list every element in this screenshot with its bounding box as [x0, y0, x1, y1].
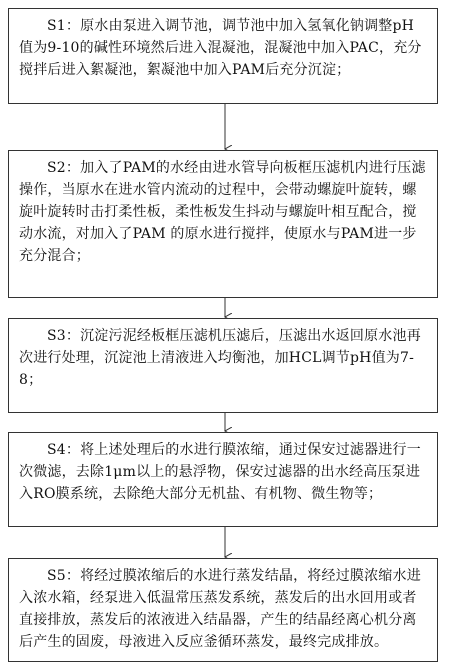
step-box-s5: S5：将经过膜浓缩后的水进行蒸发结晶，将经过膜浓缩水进入浓水箱，经泵进入低温常压蒸发系统，蒸发后的出水回用或者直接排放，蒸发后的浓液进入结晶器，产生的结晶经离心机分离后产生的固废，母液进入反应釜循环蒸发，最终完成排放。	[8, 558, 438, 662]
step-box-s3: S3：沉淀污泥经板框压滤机压滤后，压滤出水返回原水池再次进行处理，沉淀池上清液进入均衡池，加HCL调节pH值为7-8；	[8, 318, 438, 413]
step-box-s4: S4：将上述处理后的水进行膜浓缩，通过保安过滤器进行一次微滤，去除1μm以上的悬浮物，保安过滤器的出水经高压泵进入RO膜系统，去除绝大部分无机盐、有机物、微生物等；	[8, 432, 438, 527]
step-box-s1: S1：原水由泵进入调节池，调节池中加入氢氧化钠调整pH值为9-10的碱性环境然后进入混凝池，混凝池中加入PAC，充分搅拌后进入絮凝池，絮凝池中加入PAM后充分沉淀；	[8, 8, 438, 104]
step-box-s2: S2：加入了PAM的水经由进水管导向板框压滤机内进行压滤操作，当原水在进水管内流动的过程中，会带动螺旋叶旋转，螺旋叶旋转时击打柔性板，柔性板发生抖动与螺旋叶相互配合，搅动水流，对加入了PAM 的原水进行搅拌，使原水与PAM进一步充分混合；	[8, 150, 438, 298]
